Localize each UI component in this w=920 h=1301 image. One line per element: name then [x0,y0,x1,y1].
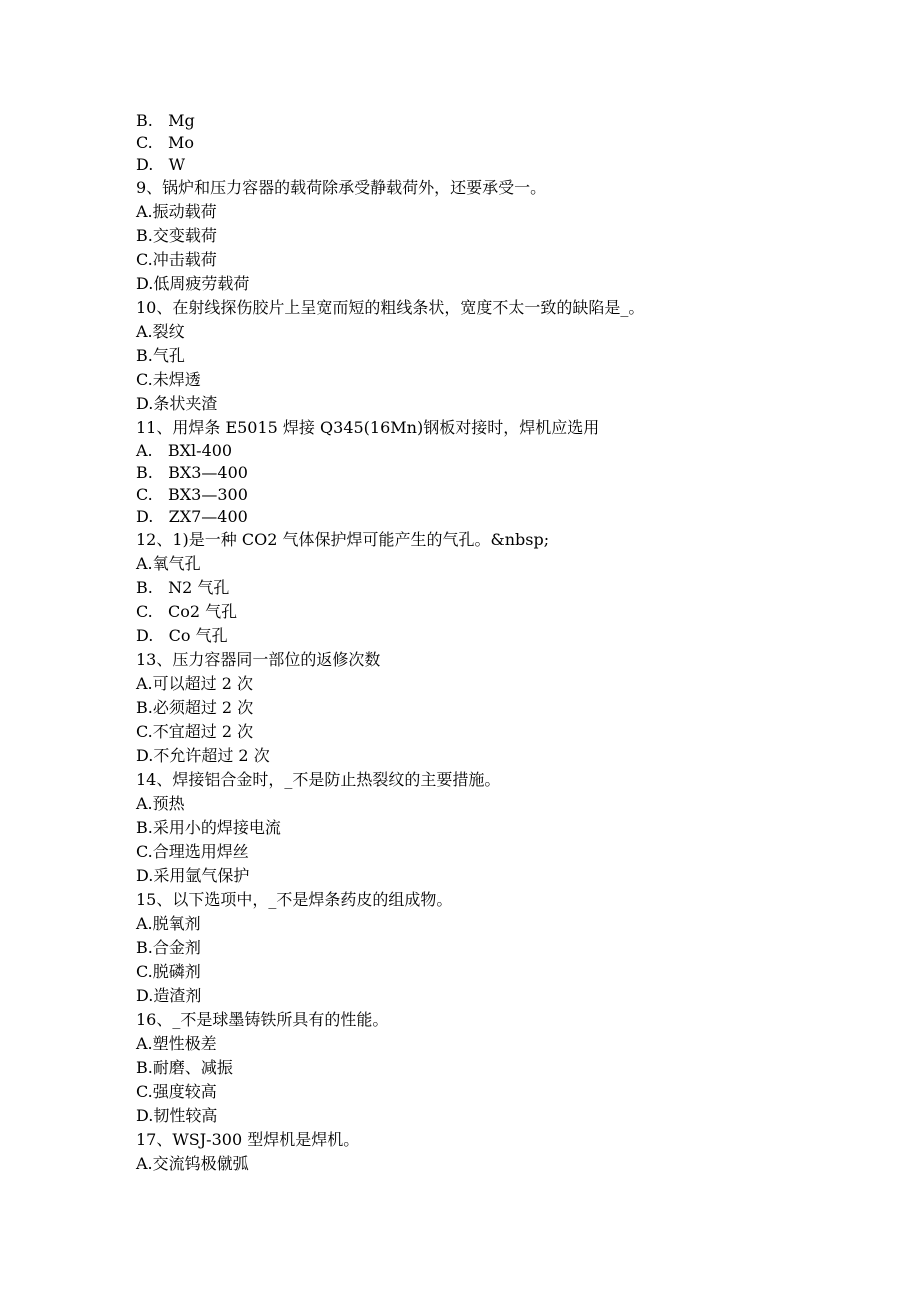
option-line: B.合金剂 [136,938,201,957]
option-line: A.氧气孔 [136,554,201,573]
question-line: 11、用焊条 E5015 焊接 Q345(16Mn)钢板对接时，焊机应选用 [136,418,600,437]
option-line: A. BXl-400 [136,441,233,460]
question-line: 15、以下选项中，_不是焊条药皮的组成物。 [136,890,453,909]
option-line: A.交流钨极僦弧 [136,1154,249,1173]
option-line: C.脱磷剂 [136,962,201,981]
option-line: B.耐磨、减振 [136,1058,233,1077]
option-line: D.采用氩气保护 [136,866,250,885]
option-line: B. Mg [136,111,195,130]
option-line: D. Co 气孔 [136,626,228,645]
option-line: B.采用小的焊接电流 [136,818,281,837]
question-line: 10、在射线探伤胶片上呈宽而短的粗线条状，宽度不太一致的缺陷是_。 [136,298,645,317]
option-line: A.预热 [136,794,185,813]
question-line: 17、WSJ-300 型焊机是焊机。 [136,1130,360,1149]
option-line: D.造渣剂 [136,986,202,1005]
option-line: C. Mo [136,133,195,152]
option-line: B. N2 气孔 [136,578,230,597]
option-line: C.不宜超过 2 次 [136,722,254,741]
option-line: A.裂纹 [136,322,185,341]
option-line: C. Co2 气孔 [136,602,238,621]
option-line: B.气孔 [136,346,185,365]
option-line: A.脱氧剂 [136,914,201,933]
option-line: B.必须超过 2 次 [136,698,254,717]
option-line: C.强度较高 [136,1082,217,1101]
option-line: D.韧性较高 [136,1106,218,1125]
option-line: A.可以超过 2 次 [136,674,253,693]
option-line: D.低周疲劳载荷 [136,274,250,293]
option-line: D. W [136,155,186,174]
question-line: 12、1)是一种 CO2 气体保护焊可能产生的气孔。&nbsp; [136,530,550,549]
option-line: D.条状夹渣 [136,394,218,413]
exam-text-body [136,110,876,1176]
option-line: A.振动载荷 [136,202,217,221]
option-line: D.不允许超过 2 次 [136,746,270,765]
question-line: 13、压力容器同一部位的返修次数 [136,650,381,669]
option-line: A.塑性极差 [136,1034,217,1053]
option-line: C.冲击载荷 [136,250,217,269]
option-line: C.合理选用焊丝 [136,842,249,861]
question-line: 16、_不是球墨铸铁所具有的性能。 [136,1010,389,1029]
question-line: 9、锅炉和压力容器的载荷除承受静载荷外，还要承受一。 [136,178,547,197]
option-line: B. BX3—400 [136,463,248,482]
question-line: 14、焊接铝合金时，_不是防止热裂纹的主要措施。 [136,770,501,789]
option-line: B.交变载荷 [136,226,217,245]
option-line: D. ZX7—400 [136,507,248,526]
option-line: C. BX3—300 [136,485,248,504]
option-line: C.未焊透 [136,370,201,389]
